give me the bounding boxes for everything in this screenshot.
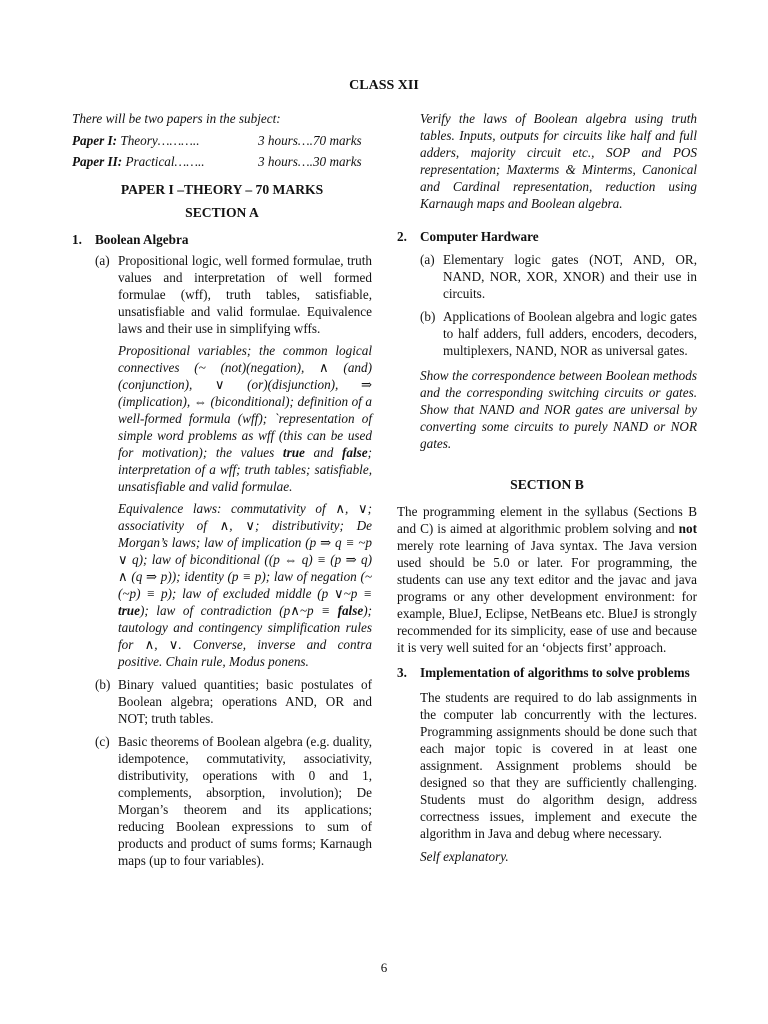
item-1a bbox=[95, 252, 372, 337]
item-1c bbox=[95, 733, 372, 869]
section-2-heading bbox=[397, 228, 697, 245]
section-b-text: The programming element in the syllabus (Sections B and C) is aimed at algorithmic problem solving and not merely rote learning of Java syntax. The Java version used should be 5.0 or later. For programming, the students can use any text editor and the javac and java programs or any other development environment: for example, BlueJ, Eclipse, NetBeans etc. BlueJ is strongly recommended for its simplicity, ease of use and because it is very well suited for an ‘objects first’ approach. bbox=[397, 504, 697, 655]
item-1b-text: Binary valued quantities; basic postulates of Boolean algebra; operations AND, OR and NOT; truth tables. bbox=[118, 677, 372, 726]
item-2a bbox=[420, 251, 697, 302]
page-number: 6 bbox=[380, 960, 388, 975]
paper-2-row bbox=[72, 153, 372, 170]
item-2b-text: Applications of Boolean algebra and logic gates to half adders, full adders, encoders, decoders, multiplexers, NAND, NOR as universal gates. bbox=[443, 309, 697, 358]
item-1a-note-1: Propositional variables; the common logical connectives (~ (not)(negation), ∧ (and)(conjunction), ∨ (or)(disjunction), ⇒ (implication), ⇔ (biconditional); definition of a well-formed formula (wff); `representation of simple word problems as wff (this can be used for motivation); the values true and false; interpretation of a wff; truth tables; satisfiable, unsatisfiable and valid formulae. bbox=[118, 343, 372, 494]
paper-1-row bbox=[72, 132, 372, 149]
item-2b-mark: (b) bbox=[420, 309, 436, 324]
paper-2-name: Practical…….. bbox=[122, 154, 205, 169]
section-1-title: Boolean Algebra bbox=[95, 232, 189, 247]
section-3-heading bbox=[397, 664, 697, 681]
paper-2-label: Paper II: bbox=[72, 154, 123, 169]
item-1c-mark: (c) bbox=[95, 734, 110, 749]
paper-heading: PAPER I –THEORY – 70 MARKS bbox=[120, 182, 324, 197]
intro-text: There will be two papers in the subject: bbox=[72, 111, 281, 126]
section-3-number: 3. bbox=[397, 665, 407, 680]
section-3-note: Self explanatory. bbox=[420, 849, 509, 864]
item-1a-note-2: Equivalence laws: commutativity of ∧, ∨; associativity of ∧, ∨; distributivity; De Morgan’s laws; law of implication (p ⇒ q ≡ ~p ∨ q); law of biconditional ((p ⇔ q) ≡ (p ⇒ q) ∧ (q ⇒ p)); identity (p ≡ p); law of negation (~ (~p) ≡ p); law of excluded middle (p ∨~p ≡ true); law of contradiction (p∧~p ≡ false); tautology and contingency simplification rules for ∧, ∨. Converse, inverse and contra positive. Chain rule, Modus ponens. bbox=[118, 501, 372, 669]
section-1-heading bbox=[72, 231, 372, 248]
section-2-number: 2. bbox=[397, 229, 407, 244]
paper-1-name: Theory……….. bbox=[117, 133, 200, 148]
item-1a-text: Propositional logic, well formed formulae, truth values and interpretation of well formed formulae (wff), truth tables, satisfiable, unsatisfiable and valid formulae. Equivalence laws and their use in simplifying wffs. bbox=[118, 253, 372, 336]
section-3-title: Implementation of algorithms to solve problems bbox=[420, 665, 690, 680]
item-2a-text: Elementary logic gates (NOT, AND, OR, NAND, NOR, XOR, XNOR) and their use in circuits. bbox=[443, 252, 697, 301]
item-1b-mark: (b) bbox=[95, 677, 111, 692]
section-a-heading: SECTION A bbox=[185, 205, 259, 220]
page-title: CLASS XII bbox=[349, 78, 419, 93]
left-column bbox=[72, 110, 372, 869]
paper-1-label: Paper I: bbox=[72, 133, 118, 148]
item-1c-note: Verify the laws of Boolean algebra using truth tables. Inputs, outputs for circuits like half and full adders, majority circuit etc., SOP and POS representation; Maxterms & Minterms, Canonical and Cardinal representation, reduction using Karnaugh maps and Boolean algebra. bbox=[420, 111, 697, 211]
section-b-heading: SECTION B bbox=[510, 477, 584, 492]
right-column bbox=[397, 110, 697, 865]
item-2a-mark: (a) bbox=[420, 252, 435, 267]
item-2b bbox=[420, 308, 697, 359]
paper-2-detail: 3 hours….30 marks bbox=[258, 154, 362, 169]
item-1b bbox=[95, 676, 372, 727]
item-1c-text: Basic theorems of Boolean algebra (e.g. duality, idempotence, commutativity, associativity, distributivity, operations with 0 and 1, complements, absorption, involution); De Morgan’s theorem and its applications; reducing Boolean expressions to sum of products and product of sums forms; Karnaugh maps (up to four variables). bbox=[118, 734, 372, 868]
item-1a-mark: (a) bbox=[95, 253, 110, 268]
section-2-note: Show the correspondence between Boolean methods and the corresponding switching circuits or gates. Show that NAND and NOR gates are universal by converting some circuits to purely NAND or NOR gates. bbox=[420, 368, 697, 451]
section-1-number: 1. bbox=[72, 232, 82, 247]
section-3-text: The students are required to do lab assignments in the computer lab concurrently with the lectures. Programming assignments should be done such that each major topic is covered in at least one assignment. Assignment problems should be designed so that they are sufficiently challenging. Students must do algorithm design, address correctness issues, implement and execute the algorithm in Java and debug where necessary. bbox=[420, 690, 697, 841]
paper-1-detail: 3 hours….70 marks bbox=[258, 133, 362, 148]
section-2-title: Computer Hardware bbox=[420, 229, 539, 244]
